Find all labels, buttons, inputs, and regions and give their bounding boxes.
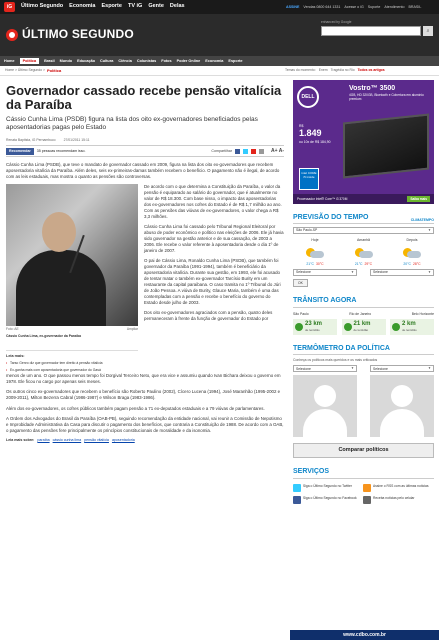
traffic-cell[interactable] — [390, 319, 434, 335]
article-paragraph: Dos oito ex-governadores agraciados com a pensão, quatro deles permaneceram à frente da função de governador do Estado por — [144, 310, 273, 322]
hot-topic-enem[interactable]: Enem — [318, 68, 328, 73]
intel-badge-icon: intel CORE i5 inside — [299, 168, 319, 190]
photo-column — [6, 184, 138, 373]
traffic-city[interactable]: São Paulo — [293, 311, 309, 316]
politician-avatars — [293, 375, 434, 437]
city-select-value: Selecione — [373, 270, 388, 275]
topbar-item-tv-ig[interactable]: TV iG — [127, 3, 143, 10]
photo-meta — [6, 327, 138, 331]
chevron-down-icon: ▼ — [428, 227, 431, 232]
article-tags — [6, 438, 284, 443]
weather-header — [293, 213, 434, 224]
city-select[interactable] — [370, 269, 434, 276]
article-lead: Cássio Cunha Lima (PSDB), que teve o mandato de governador cassado em 2009, figura na lista dos oito ex-governadores que recebem aposentadoria vitalícia da Paraíba. Além deles, seis ex-primeiras-damas também recebem o benefício. O pagamento não é ilegal, de acordo com as leis estaduais, mas mostra o quanto as pensões são controversas. — [6, 162, 280, 180]
email-icon[interactable] — [251, 149, 256, 154]
topbar-item-esporte[interactable]: Esporte — [101, 3, 122, 10]
traffic-header — [293, 296, 434, 307]
byline — [6, 138, 284, 142]
thermo-title: TERMÔMETRO DA POLÍTICA — [293, 344, 390, 352]
twitter-icon — [293, 484, 301, 492]
ad-price-value: 1.849 — [299, 128, 322, 139]
services-title: SERVIÇOS — [293, 468, 330, 476]
article-body-wrap — [6, 184, 284, 373]
traffic-city[interactable]: Belo Horizonte — [411, 311, 434, 316]
politician-b-value: Selecione — [373, 366, 388, 371]
ad-spec: 4GB, HD 320GB, Bluetooth e Cobertura em alumínio premium — [349, 93, 424, 101]
politician-a-select[interactable] — [293, 365, 357, 372]
temp-max: 29°C — [364, 261, 373, 266]
partly-cloudy-icon — [293, 245, 337, 261]
traffic-ok-icon — [392, 323, 400, 331]
traffic-cell[interactable] — [342, 319, 386, 335]
service-item[interactable] — [293, 484, 359, 492]
ad-cta-button[interactable]: Saiba mais — [407, 196, 430, 202]
traffic-km: 2 km — [402, 321, 416, 327]
nav-brasil[interactable]: Brasil — [44, 58, 55, 63]
search-button[interactable] — [423, 26, 433, 36]
traffic-title: TRÂNSITO AGORA — [293, 297, 357, 305]
main-content — [0, 76, 439, 504]
article-paragraph: Os outros cinco ex-governadores que recebem o benefício são Roberto Paulino (2002), Cícero Lucena (1994), José Maranhão (1995-2002 e 2009-2011), Milton Bezerra Cabral (1986-1987) e Wilson Braga (1983-1986). — [6, 389, 281, 401]
topbar-acesse[interactable]: Acesse o iG — [344, 4, 364, 9]
weather-location-selects — [293, 269, 434, 276]
topbar-vendas[interactable]: Vendas 0800 644 1331 — [303, 4, 341, 9]
service-item[interactable] — [363, 496, 429, 504]
topbar-item-ultimo-segundo[interactable]: Último Segundo — [21, 3, 64, 10]
site-logo[interactable] — [6, 27, 134, 43]
services-header — [293, 467, 434, 478]
temp-max: 28°C — [413, 261, 421, 266]
weather-ok-button[interactable]: OK — [293, 279, 308, 287]
facebook-count: 35 pessoas recomendam isso. — [36, 149, 86, 154]
traffic-ok-icon — [295, 323, 303, 331]
weather-day-label: Depois — [406, 238, 418, 243]
weather-sponsor[interactable]: CLIMATEMPO — [410, 217, 434, 222]
article-paragraph: De acordo com o que determina a Constituição da Paraíba, o valor da pensão é equiparado ao salário do governador, que é atualmente no valor de R$ 18.300. Com base nisso, o impacto das aposentadorias dos ex-governadores nos cofres do Estado é de R$ 1,7 milhão ao ano. Com as pensões das viúvas de ex-governadores, o valor chega a R$ 3,3 milhões. — [144, 184, 282, 219]
sidebar — [290, 76, 439, 504]
weather-day — [390, 238, 434, 266]
traffic-note: de lentidão — [305, 327, 320, 332]
all-articles-link[interactable]: Todos os artigos — [357, 68, 385, 73]
laptop-image — [343, 113, 429, 178]
ad-processor: Processador Intel® Core™ i3 370M — [297, 196, 348, 201]
state-select[interactable] — [293, 269, 357, 276]
dell-logo: DELL — [297, 86, 319, 108]
article-paragraph: Cássio Cunha Lima foi cassado pelo Tribunal Regional Eleitoral por abuso de poder econômico e político nas eleições de 2006. Ele já havia sido governador na gestão anterior e de sua cassação, de 2003 a 2006. Ele recebe o valor referente à aposentadoria desde o dia 1º de janeiro de 2007. — [144, 224, 284, 253]
tag-link[interactable]: pensão vitalícia — [84, 438, 109, 443]
traffic-cell[interactable] — [293, 319, 337, 335]
article-text-full — [6, 373, 284, 434]
thermo-selects — [293, 365, 434, 372]
topbar-suporte[interactable]: Suporte — [367, 4, 381, 9]
nav-poder-online[interactable]: Poder Online — [176, 58, 201, 63]
topbar-atendimento[interactable]: Atendimento — [384, 4, 405, 9]
search-icon: ⌕ — [426, 27, 430, 34]
weather-forecast — [293, 238, 434, 266]
topbar-assine[interactable]: ASSINE — [286, 4, 300, 9]
article-title: Governador cassado recebe pensão vitalícia da Paraíba — [6, 83, 282, 112]
read-more-title: Leia mais: — [6, 354, 25, 359]
traffic-ok-icon — [344, 323, 352, 331]
rss-icon — [363, 484, 371, 492]
logo-circle-icon — [6, 29, 18, 41]
tag-link[interactable]: paraíba — [37, 438, 50, 443]
nav-mundo[interactable]: Mundo — [59, 58, 73, 63]
publish-date: 27/01/2011 15:11 — [63, 138, 90, 142]
search-input[interactable] — [321, 26, 421, 36]
nav-politica[interactable]: Política — [20, 58, 40, 65]
avatar — [293, 375, 357, 437]
service-item[interactable] — [363, 484, 429, 492]
article-paragraph: Além dos ex-governadores, os cofres públicos também pagam pensão a 71 ex-deputados estaduais e a 79 viúvas de parlamentares. — [6, 405, 265, 411]
topbar-item-gente[interactable]: Gente — [148, 3, 164, 10]
photo-zoom-link[interactable]: Ampliar — [126, 327, 138, 332]
traffic-note: de lentidão — [353, 327, 369, 332]
facebook-recommend-button[interactable]: Recomendar — [6, 148, 34, 155]
thermo-header — [293, 344, 434, 355]
service-label: Receba notícias pelo celular — [373, 495, 415, 500]
thermo-desc: Conheça os políticos mais queridos e os mais criticados — [293, 357, 378, 362]
breadcrumb-section[interactable]: Política — [46, 67, 62, 73]
politician-b-select[interactable] — [370, 365, 434, 372]
chevron-down-icon: ▼ — [351, 365, 354, 370]
weather-city-select[interactable] — [293, 227, 434, 234]
traffic-km: 23 km — [305, 321, 323, 327]
share-label: Compartilhar — [211, 149, 232, 154]
photo-credit: Foto: AE — [6, 327, 19, 332]
traffic-cities — [293, 312, 434, 316]
article-subtitle: Cássio Cunha Lima (PSDB) figura na lista dos oito ex-governadores beneficiados pelas aposentadorias pagas pelo Estado — [6, 116, 258, 131]
nav-fotos[interactable]: Fotos — [161, 58, 172, 63]
ad-price-note: ou 10x de R$ 184,90 — [299, 140, 331, 145]
breadcrumb[interactable]: Home > Último Segundo > — [5, 68, 45, 73]
ad-model: Vostro™ 3500 — [349, 85, 396, 92]
service-label: Siga o Último Segundo no Facebook — [303, 495, 357, 500]
facebook-icon[interactable] — [235, 149, 240, 154]
author: Renata Baptista, iG Pernambuco — [6, 138, 56, 142]
avatar — [370, 375, 434, 437]
state-select-value: Selecione — [296, 270, 311, 275]
chevron-down-icon: ▼ — [351, 269, 354, 274]
tags-label: Leia mais sobre: — [6, 438, 35, 443]
tag-link[interactable]: cássio cunha lima — [52, 438, 82, 443]
topbar-item-economia[interactable]: Economia — [69, 3, 96, 10]
weather-city-value: São Paulo-SP — [296, 228, 318, 233]
nav-home[interactable]: Home — [4, 58, 15, 63]
weather-title: PREVISÃO DO TEMPO — [293, 214, 369, 221]
article-paragraph: A Ordem dos Advogados do Brasil da Paraíba (OAB-PB), seguindo recomendação da entidade nacional, vai reunir a Comissão de Nepotismo e Improbidade Administrativa da Casa para discutir o pagamento dos benefícios, que contraria a Constituição de 1988. De acordo com a OAB, o pagamento das pensões fere principalmente os princípios constitucionais de moralidade e da isonomia. — [6, 416, 284, 433]
ig-logo-icon[interactable]: iG — [4, 2, 15, 12]
service-item[interactable] — [293, 496, 359, 504]
weather-day — [293, 238, 337, 266]
nav-cultura[interactable]: Cultura — [100, 58, 114, 63]
temp-max: 30°C — [316, 261, 324, 266]
chevron-down-icon: ▼ — [428, 269, 431, 274]
read-more-item[interactable]: • Tarso Genro diz que governador tem direito à pensão vitalícia — [6, 361, 138, 366]
google-search — [321, 20, 433, 36]
dell-ad-banner[interactable] — [293, 80, 434, 204]
site-brand-text: ÚLTIMO SEGUNDO — [22, 27, 134, 42]
photo-figure-body — [16, 250, 106, 326]
compare-politicians-button[interactable]: Comparar políticos — [293, 443, 434, 458]
partly-cloudy-icon — [342, 245, 386, 261]
weather-day-label: Hoje — [311, 238, 319, 243]
traffic-values — [293, 319, 434, 335]
article-paragraph: O pai de Cássio Lima, Ronaldo Cunha Lima (PSDB), que também foi governador da Paraíba (1991-1994), também é beneficiário da aposentadoria vitalícia. Durante sua gestão, em 1993, ele foi acusado de tentar matar o também ex-governador Tarcísio Burity em um restaurante da capital paraibana. O caso tramita no 1º Tribunal do Júri de João Pessoa. A viúva de Burity, Glauce Maria, também é uma das contempladas com a pensão e recebe o benefício do governo do Estado desde julho de 2003. — [144, 258, 281, 305]
traffic-note: de lentidão — [402, 327, 417, 332]
temp-min: 21°C — [354, 261, 363, 266]
chevron-down-icon: ▼ — [428, 365, 431, 370]
hot-topic-rio[interactable]: Tragédia no Rio — [330, 68, 355, 73]
article-text-column — [144, 184, 284, 373]
temp-min: 20°C — [403, 261, 411, 266]
share-area — [211, 148, 284, 155]
twitter-icon[interactable] — [243, 149, 248, 154]
traffic-city[interactable]: Rio de Janeiro — [349, 311, 372, 316]
article-photo[interactable] — [6, 184, 138, 326]
tag-link[interactable]: aposentadoria — [111, 438, 135, 443]
weather-day-label: Amanhã — [356, 238, 371, 243]
photo-figure-head — [42, 212, 76, 252]
bottom-ad-banner[interactable]: www.cdbo.com.br — [290, 630, 439, 640]
site-header — [0, 14, 439, 56]
photo-caption: Cássio Cunha Lima, ex-governador da Paraíba — [6, 333, 81, 338]
ad-price — [299, 124, 330, 145]
article-toolbar — [6, 145, 284, 157]
top-bar — [0, 0, 439, 14]
topbar-item-delas[interactable]: Delas — [169, 3, 185, 10]
nav-esporte[interactable]: Esporte — [228, 58, 243, 63]
article-paragraph: menos de um ano. O que passou menos tempo foi Dorgival Terceiro Neto, que era vice e assumiu quando Ivan Bichara deixou o governo em 1978. Ele ficou no cargo por apenas seis meses. — [6, 373, 281, 384]
read-more-box — [6, 350, 138, 373]
read-more-list — [6, 361, 138, 373]
topbar-right — [286, 5, 435, 10]
hot-topics — [285, 68, 434, 72]
facebook-icon — [293, 496, 301, 504]
read-more-item[interactable]: • Ex-ganha mais com aposentadoria que governador do Gasá — [6, 368, 138, 373]
nav-economia[interactable]: Economia — [205, 58, 224, 63]
service-label: Siga o Último Segundo no Twitter — [303, 483, 352, 488]
service-label: Assine o RSS com as últimas notícias — [373, 483, 429, 488]
nav-educacao[interactable]: Educação — [77, 58, 96, 63]
temp-min: 21°C — [306, 261, 314, 266]
services-list — [293, 484, 434, 504]
font-size-control[interactable]: A+ A- — [270, 148, 284, 155]
topbar-brasil[interactable]: BRASIL — [408, 4, 422, 9]
nav-ciencia[interactable]: Ciência — [118, 58, 132, 63]
main-nav — [0, 56, 439, 66]
partly-cloudy-icon — [390, 245, 434, 261]
hot-topics-label: Temas do momento: — [285, 68, 316, 73]
print-icon[interactable] — [259, 149, 264, 154]
ad-price-prefix: R$ — [299, 124, 304, 128]
politician-a-value: Selecione — [296, 366, 311, 371]
nav-colunistas[interactable]: Colunistas — [136, 58, 157, 63]
traffic-km: 21 km — [353, 321, 371, 327]
mobile-icon — [363, 496, 371, 504]
ad-footer — [293, 194, 434, 204]
search-label: enhanced by Google — [321, 20, 352, 24]
article-column — [0, 76, 290, 504]
weather-day — [342, 238, 386, 266]
breadcrumb-bar — [0, 66, 439, 76]
